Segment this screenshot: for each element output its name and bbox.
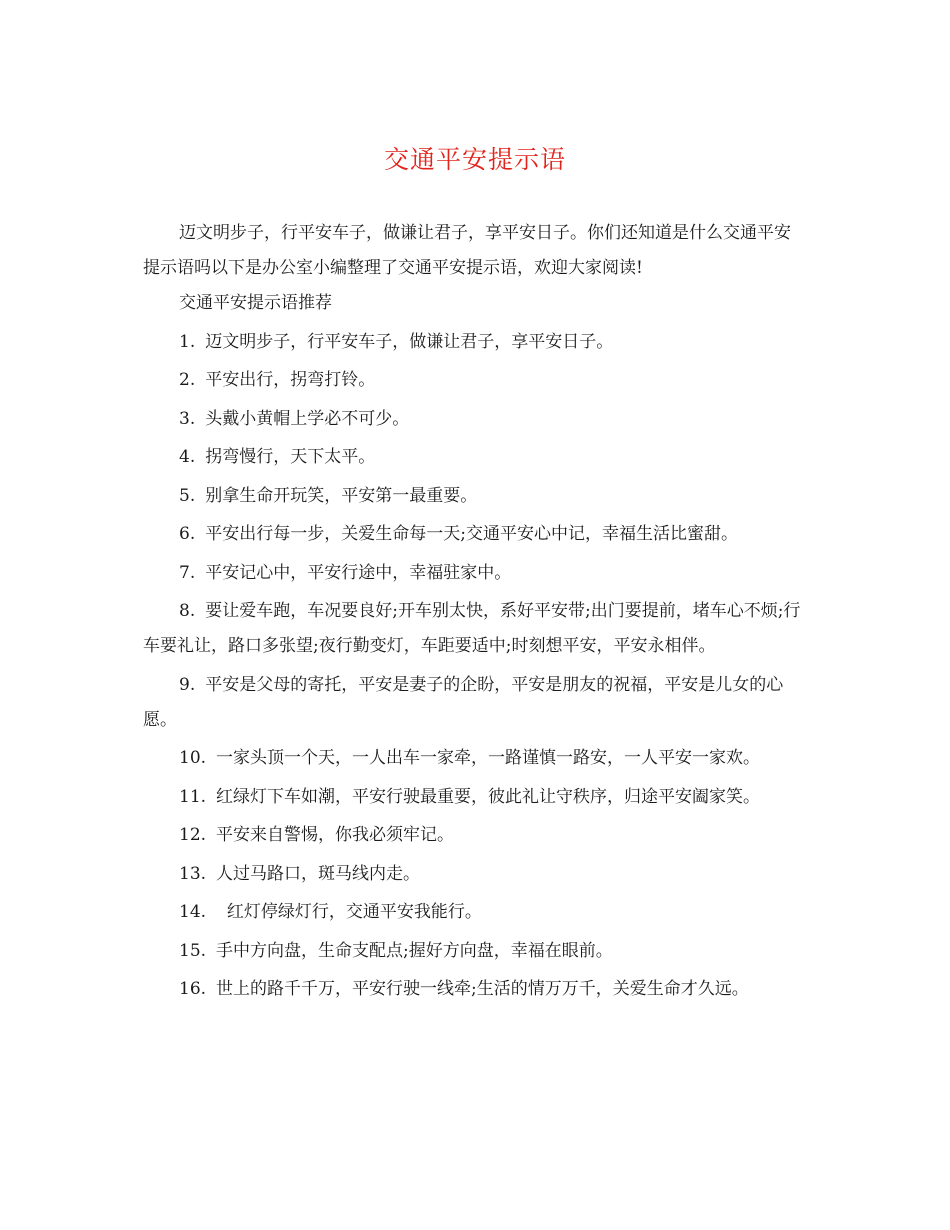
list-item-text: 手中方向盘，生命支配点;握好方向盘，幸福在眼前。 (216, 940, 613, 961)
list-item (143, 857, 807, 892)
list-item (143, 556, 807, 591)
list-item (143, 402, 807, 437)
list-item-text: 平安记心中，平安行途中，幸福驻家中。 (205, 562, 512, 583)
subheading: 交通平安提示语推荐 (179, 293, 332, 313)
list-item-text: 世上的路千千万，平安行驶一线牵;生活的情万万千，关爱生命才久远。 (216, 979, 749, 999)
list-item (143, 668, 807, 738)
list-item-text: 一家头顶一个天，一人出车一家牵，一路谨慎一路安，一人平安一家欢。 (216, 748, 761, 768)
list-item-text: 人过马路口，斑马线内走。 (216, 863, 421, 884)
tips-list (143, 325, 807, 1008)
list-item (143, 325, 807, 360)
list-item-number: 8. (179, 601, 196, 621)
list-item-text: 平安来自警惕，你我必须牢记。 (216, 825, 455, 845)
list-item-text: 红绿灯下车如潮，平安行驶最重要，彼此礼让守秩序，归途平安阖家笑。 (216, 786, 761, 807)
list-item (143, 895, 807, 930)
list-item (143, 972, 807, 1007)
list-item-text: 平安出行，拐弯打铃。 (205, 370, 376, 390)
list-item-number: 5. (179, 485, 196, 506)
list-item (143, 741, 807, 776)
list-item-number: 11. (179, 786, 207, 807)
list-item (143, 363, 807, 398)
list-item-number: 3. (179, 408, 196, 429)
list-item-text: 头戴小黄帽上学必不可少。 (205, 408, 410, 429)
list-item (143, 934, 807, 969)
list-item (143, 818, 807, 853)
list-item (143, 594, 807, 664)
list-item-number: 6. (179, 524, 196, 544)
list-item-text: 别拿生命开玩笑，平安第一最重要。 (205, 485, 478, 506)
list-item-text: 迈文明步子，行平安车子，做谦让君子，享平安日子。 (205, 331, 614, 352)
list-item-number: 1. (179, 331, 196, 352)
list-item-text: 要让爱车跑，车况要良好;开车别太快，系好平安带;出门要提前，堵车心不烦;行车要礼让，路口多张望;夜行勤变灯，车距要适中;时刻想平安，平安永相伴。 (143, 601, 801, 656)
list-item (143, 780, 807, 815)
list-item (143, 440, 807, 475)
list-item (143, 479, 807, 514)
list-item-number: 15. (179, 940, 207, 961)
list-item-number: 9. (179, 674, 196, 695)
intro-paragraph: 迈文明步子，行平安车子，做谦让君子，享平安日子。你们还知道是什么交通平安提示语吗以下是办公室小编整理了交通平安提示语，欢迎大家阅读! (143, 223, 791, 278)
list-item (143, 517, 807, 552)
list-item-number: 10. (179, 748, 207, 768)
list-item-text: 红灯停绿灯行，交通平安我能行。 (216, 902, 482, 922)
list-item-number: 16. (179, 979, 207, 999)
list-item-number: 14. (179, 902, 207, 922)
list-item-text: 平安出行每一步，关爱生命每一天;交通平安心中记，幸福生活比蜜甜。 (205, 524, 738, 544)
list-item-text: 平安是父母的寄托，平安是妻子的企盼，平安是朋友的祝福，平安是儿女的心愿。 (143, 674, 784, 730)
list-item-text: 拐弯慢行，天下太平。 (205, 447, 376, 467)
list-item-number: 4. (179, 447, 196, 467)
list-item-number: 2. (179, 370, 196, 390)
list-item-number: 12. (179, 825, 207, 845)
list-item-number: 13. (179, 863, 207, 884)
list-item-number: 7. (179, 562, 196, 583)
document-title: 交通平安提示语 (383, 145, 566, 174)
document-body (143, 216, 807, 1011)
